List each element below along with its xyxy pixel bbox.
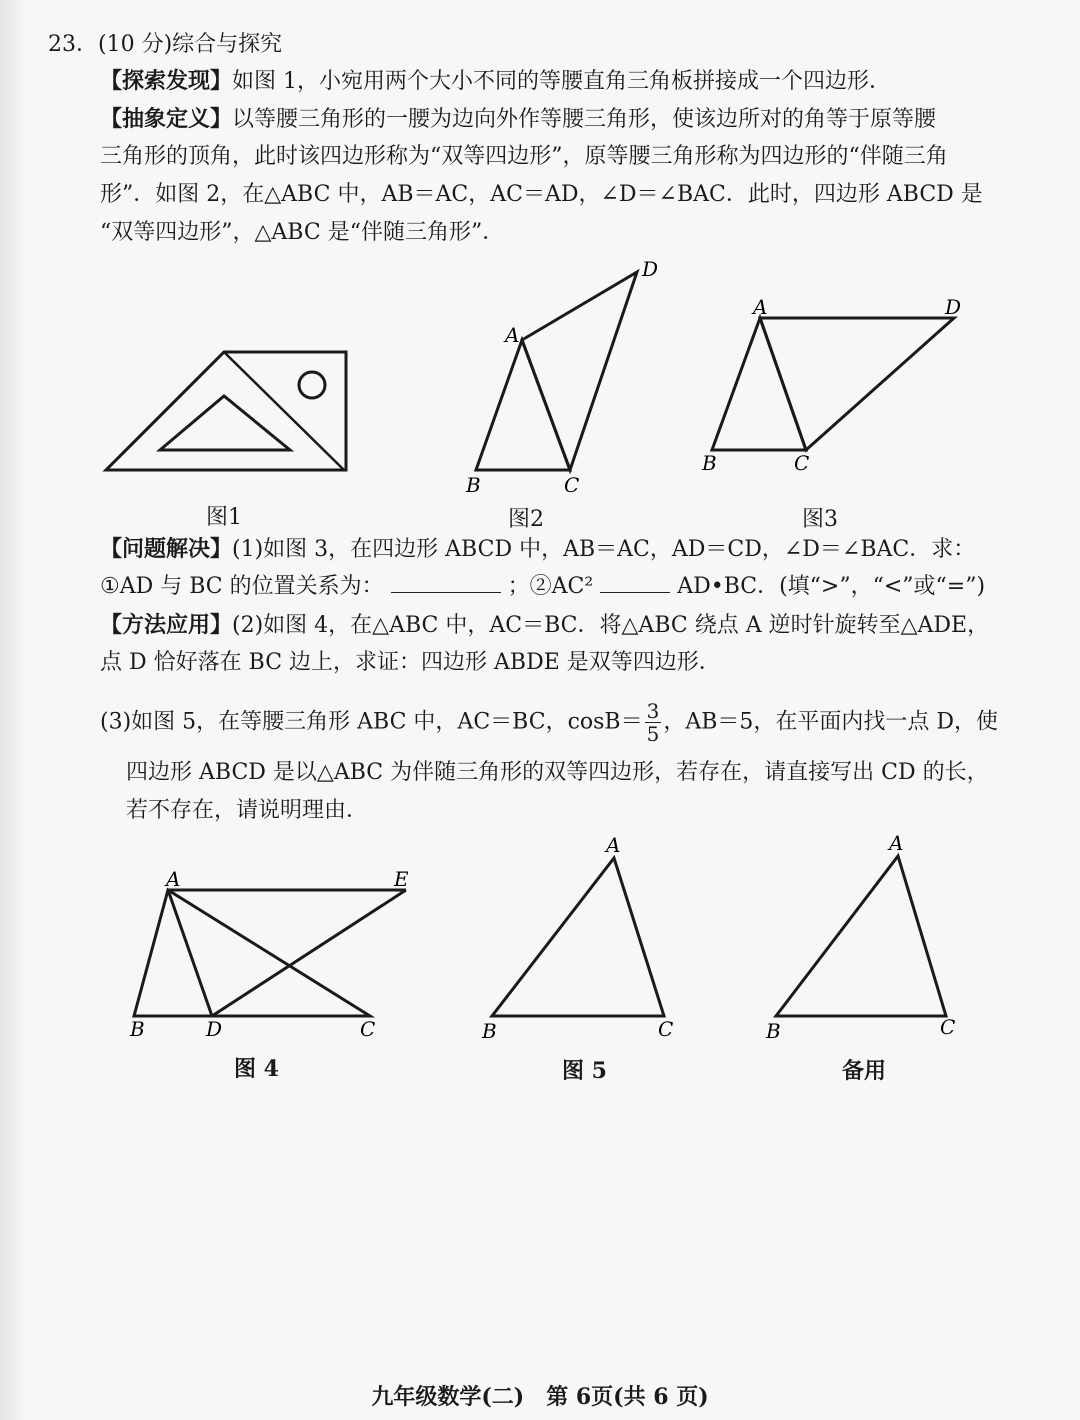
q3-line-2: 四边形 ABCD 是以△ABC 为伴随三角形的双等四边形，若存在，请直接写出 CD 的长， bbox=[126, 760, 989, 785]
method-text-1: (2)如图 4，在△ABC 中，AC＝BC．将△ABC 绕点 A 逆时针旋转至△ADE， bbox=[232, 613, 990, 638]
page-footer: 九年级数学(二) 第 6页(共 6 页) bbox=[371, 1384, 709, 1410]
fig2-label-b: B bbox=[466, 473, 481, 497]
q3-line-3: 若不存在，请说明理由． bbox=[126, 798, 369, 823]
explore-tag: 【探索发现】 bbox=[100, 68, 233, 94]
spare-label-c: C bbox=[940, 1015, 956, 1039]
fig4-label-c: C bbox=[360, 1017, 376, 1041]
fig1-caption: 图1 bbox=[206, 505, 242, 530]
fig4-label-e: E bbox=[394, 867, 409, 891]
solve-text-2c: AD•BC．(填“>”，“<”或“=”) bbox=[677, 574, 986, 599]
solve-text-2b: ；②AC² bbox=[507, 574, 594, 599]
fig5-caption: 图 5 bbox=[562, 1058, 607, 1084]
solve-tag: 【问题解决】 bbox=[100, 536, 233, 562]
define-tag: 【抽象定义】 bbox=[100, 106, 233, 132]
spare-label-a: A bbox=[889, 831, 904, 855]
fig3-label-c: C bbox=[794, 451, 810, 475]
method-line-2: 点 D 恰好落在 BC 边上，求证：四边形 ABDE 是双等四边形． bbox=[100, 650, 721, 675]
fig2-label-c: C bbox=[564, 473, 580, 497]
spare-caption: 备用 bbox=[842, 1058, 887, 1084]
fig3-caption: 图3 bbox=[802, 507, 838, 532]
fig4-label-b: B bbox=[130, 1017, 145, 1041]
q3-text-1a: (3)如图 5，在等腰三角形 ABC 中，AC＝BC，cosB＝ bbox=[100, 709, 643, 735]
spare-label-b: B bbox=[766, 1019, 781, 1043]
solve-text-1: (1)如图 3，在四边形 ABCD 中，AB＝AC，AD＝CD，∠D＝∠BAC．求： bbox=[232, 537, 976, 562]
problem-number: 23．(10 分)综合与探究 bbox=[48, 32, 283, 57]
spare-diagram bbox=[776, 856, 946, 1016]
define-text-1: 以等腰三角形的一腰为边向外作等腰三角形，使该边所对的角等于原等腰 bbox=[232, 107, 937, 132]
fig3-label-b: B bbox=[702, 451, 717, 475]
method-tag: 【方法应用】 bbox=[100, 612, 233, 638]
fig4-label-a: A bbox=[166, 867, 181, 891]
fig4-caption: 图 4 bbox=[234, 1056, 279, 1082]
explore-text: 如图 1，小宛用两个大小不同的等腰直角三角板拼接成一个四边形． bbox=[232, 69, 892, 94]
q3-text-1b: ，AB＝5，在平面内找一点 D，使 bbox=[663, 709, 999, 735]
fig3-label-a: A bbox=[753, 295, 768, 319]
fig2-caption: 图2 bbox=[508, 507, 544, 532]
define-line-3: 形”．如图 2，在△ABC 中，AB＝AC，AC＝AD，∠D＝∠BAC．此时，四边形 ABCD 是 bbox=[100, 182, 983, 207]
fig5-label-a: A bbox=[606, 833, 621, 857]
fig2-label-d: D bbox=[642, 257, 659, 281]
figure-4-diagram bbox=[134, 890, 406, 1016]
fraction-denominator: 5 bbox=[646, 722, 660, 746]
fig4-label-d: D bbox=[206, 1017, 223, 1041]
fig5-label-c: C bbox=[658, 1017, 674, 1041]
solve-text-2a: ①AD 与 BC 的位置关系为： bbox=[100, 574, 384, 599]
figure-5-diagram bbox=[492, 858, 664, 1016]
define-line-4: “双等四边形”，△ABC 是“伴随三角形”． bbox=[100, 220, 505, 245]
fig3-label-d: D bbox=[945, 295, 962, 319]
fig5-label-b: B bbox=[482, 1019, 497, 1043]
define-line-2: 三角形的顶角，此时该四边形称为“双等四边形”，原等腰三角形称为四边形的“伴随三角 bbox=[100, 144, 948, 169]
fig2-label-a: A bbox=[505, 323, 520, 347]
fraction-numerator: 3 bbox=[646, 699, 660, 723]
